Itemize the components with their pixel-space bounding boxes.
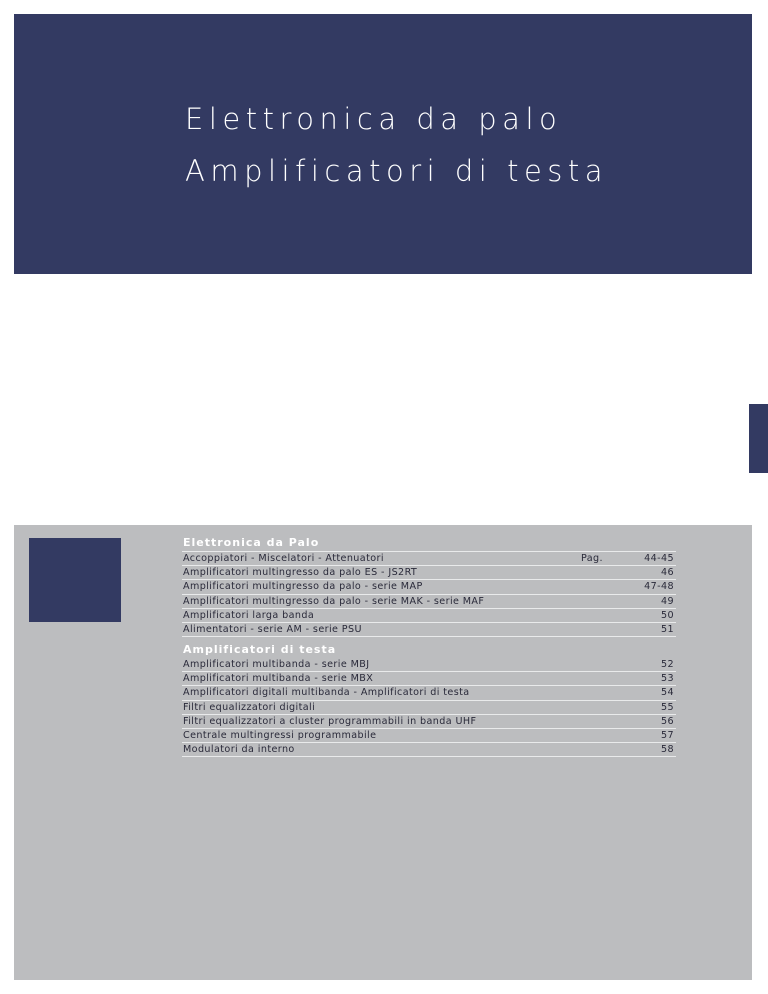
toc-list-elettronica: [182, 551, 676, 637]
toc-page-number: 50: [660, 609, 674, 621]
toc-page-number: 52: [660, 659, 674, 670]
toc-row[interactable]: [182, 566, 676, 580]
toc-label: Filtri equalizzatori a cluster programmabili in banda UHF: [183, 715, 477, 727]
toc-page-number: 57: [660, 729, 674, 741]
toc-row[interactable]: [182, 609, 676, 623]
toc-label: Amplificatori multibanda - serie MBX: [183, 673, 374, 685]
toc-label: Alimentatori - serie AM - serie PSU: [183, 623, 362, 635]
toc-page-number: 47-48: [644, 581, 674, 593]
toc-page-number: 46: [660, 567, 674, 579]
pag-label: Pag.: [581, 553, 603, 564]
toc-page-number: 44-45: [644, 553, 674, 564]
toc-row[interactable]: [182, 715, 676, 729]
section-title-elettronica-da-palo: Elettronica da Palo: [183, 536, 320, 549]
toc-page-number: 58: [660, 744, 674, 756]
toc-page-number: 51: [660, 623, 674, 635]
toc-row[interactable]: [182, 595, 676, 609]
toc-row[interactable]: [182, 686, 676, 700]
toc-row[interactable]: [182, 658, 676, 672]
header-banner: [14, 14, 752, 274]
toc-label: Modulatori da interno: [183, 744, 295, 756]
toc-label: Amplificatori multingresso da palo - serie MAP: [183, 581, 423, 593]
toc-label: Amplificatori multingresso da palo - serie MAK - serie MAF: [183, 595, 485, 607]
title-line-2: Amplificatori di testa: [185, 154, 609, 188]
toc-row[interactable]: [182, 551, 676, 566]
toc-label: Filtri equalizzatori digitali: [183, 701, 316, 713]
toc-label: Amplificatori digitali multibanda - Amplificatori di testa: [183, 687, 470, 699]
toc-row[interactable]: [182, 580, 676, 594]
toc-page-number: 56: [660, 715, 674, 727]
toc-label: Accoppiatori - Miscelatori - Attenuatori: [183, 553, 384, 564]
toc-list-amplificatori: [182, 658, 676, 757]
toc-page-number: 49: [660, 595, 674, 607]
section-title-amplificatori-di-testa: Amplificatori di testa: [183, 643, 337, 656]
toc-row[interactable]: [182, 623, 676, 637]
toc-label: Amplificatori multibanda - serie MBJ: [183, 659, 370, 670]
toc-page-number: 55: [660, 701, 674, 713]
toc-row[interactable]: [182, 701, 676, 715]
toc-label: Amplificatori multingresso da palo ES - JS2RT: [183, 567, 418, 579]
title-line-1: Elettronica da palo: [185, 102, 563, 136]
index-panel: [14, 525, 752, 980]
decorative-square: [29, 538, 121, 622]
toc-row[interactable]: [182, 672, 676, 686]
toc-row[interactable]: [182, 729, 676, 743]
toc-page-number: 53: [660, 673, 674, 685]
toc-row[interactable]: [182, 743, 676, 757]
toc-label: Centrale multingressi programmabile: [183, 729, 377, 741]
toc-page-number: 54: [660, 687, 674, 699]
section-tab-marker: [749, 404, 768, 473]
toc-label: Amplificatori larga banda: [183, 609, 315, 621]
